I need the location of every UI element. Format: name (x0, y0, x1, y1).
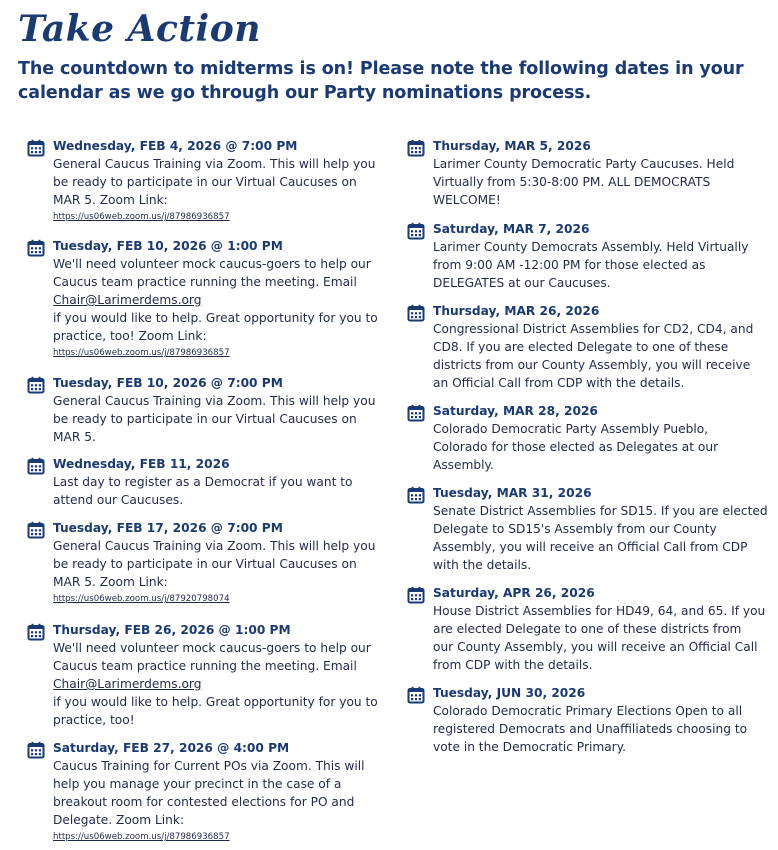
event-description-line: CD8. If you are elected Delegate to one of these (433, 340, 729, 354)
event-description-line: breakout room for contested elections for PO and (53, 795, 355, 809)
event-description-line: from 9:00 AM -12:00 PM for those elected as (433, 258, 706, 272)
calendar-icon (27, 741, 45, 759)
event-item (407, 302, 778, 392)
event-description-line: if you would like to help. Great opportunity for you to (53, 311, 378, 325)
event-description-line: Colorado for those elected as Delegates at our (433, 440, 719, 454)
event-description-line: Caucus Training for Current POs via Zoom. This will (53, 759, 365, 773)
calendar-icon (27, 457, 45, 475)
event-item (27, 374, 403, 446)
event-item (27, 455, 403, 509)
zoom-link[interactable]: https://us06web.zoom.us/j/87920798074 (53, 594, 230, 604)
event-description-line: MAR 5. Zoom Link: (53, 575, 168, 589)
event-description-line: registered Democrats and Unaffiliateds choosing to (433, 722, 748, 736)
event-description-line: Caucus team practice running the meeting. Email (53, 659, 357, 673)
event-description-line: MAR 5. (53, 430, 96, 444)
calendar-icon (407, 222, 425, 240)
calendar-icon (27, 521, 45, 539)
event-description-line: We'll need volunteer mock caucus-goers to help our (53, 257, 371, 271)
event-date: Saturday, FEB 27, 2026 @ 4:00 PM (53, 741, 290, 755)
event-description-line: be ready to participate in our Virtual Caucuses on (53, 175, 357, 189)
event-date: Tuesday, JUN 30, 2026 (433, 686, 586, 700)
zoom-link[interactable]: https://us06web.zoom.us/j/87986936857 (53, 832, 230, 842)
event-description-line: help you manage your precinct in the case of a (53, 777, 342, 791)
event-description-line: Colorado Democratic Primary Elections Open to all (433, 704, 743, 718)
zoom-link[interactable]: https://us06web.zoom.us/j/87986936857 (53, 348, 230, 358)
event-email-line (53, 291, 403, 309)
event-item (407, 220, 778, 292)
event-description-line: Larimer County Democratic Party Caucuses. Held (433, 157, 735, 171)
event-description-line: vote in the Democratic Primary. (433, 740, 627, 754)
page-subtitle: The countdown to midterms is on! Please note the following dates in your calendar as we go through our Party nominations process. (18, 59, 744, 103)
event-description-line: Assembly. (433, 458, 494, 472)
event-item (407, 137, 778, 209)
calendar-icon (407, 304, 425, 322)
event-description-line: be ready to participate in our Virtual Caucuses on (53, 557, 357, 571)
event-description-line: Larimer County Democrats Assembly. Held Virtually (433, 240, 749, 254)
calendar-icon (27, 376, 45, 394)
event-description-line: DELEGATES at our Caucuses. (433, 276, 611, 290)
calendar-icon (27, 623, 45, 641)
event-description-line: practice, too! (53, 713, 135, 727)
event-item (27, 621, 403, 729)
event-description-line: General Caucus Training via Zoom. This will help you (53, 539, 376, 553)
event-item (407, 684, 778, 756)
event-date: Wednesday, FEB 11, 2026 (53, 457, 230, 471)
event-description-line: WELCOME! (433, 193, 501, 207)
event-date: Wednesday, FEB 4, 2026 @ 7:00 PM (53, 139, 298, 153)
email-link[interactable]: Chair@Larimerdems.org (53, 677, 202, 691)
event-item (27, 237, 403, 360)
event-item (27, 739, 403, 844)
event-description-line: House District Assemblies for HD49, 64, and 65. If you (433, 604, 766, 618)
event-description-line: General Caucus Training via Zoom. This will help you (53, 157, 376, 171)
event-item (27, 137, 403, 224)
event-description-line: Assembly, you will receive an Official Call from CDP (433, 540, 748, 554)
event-description-line: Colorado Democratic Party Assembly Pueblo, (433, 422, 709, 436)
event-date: Thursday, FEB 26, 2026 @ 1:00 PM (53, 623, 291, 637)
event-item (407, 584, 778, 674)
event-description-line: Caucus team practice running the meeting. Email (53, 275, 357, 289)
page-title: Take Action (18, 8, 261, 50)
event-description-line: Last day to register as a Democrat if you want to (53, 475, 353, 489)
event-date: Saturday, MAR 28, 2026 (433, 404, 598, 418)
event-item (407, 484, 778, 574)
calendar-icon (407, 404, 425, 422)
calendar-icon (407, 139, 425, 157)
event-date: Thursday, MAR 5, 2026 (433, 139, 591, 153)
event-description-line: Congressional District Assemblies for CD2, CD4, and (433, 322, 754, 336)
event-date: Tuesday, MAR 31, 2026 (433, 486, 592, 500)
calendar-icon (407, 486, 425, 504)
event-description-line: our County Assembly, you will receive an Official Call (433, 640, 758, 654)
event-description-line: with the details. (433, 558, 532, 572)
event-description-line: We'll need volunteer mock caucus-goers to help our (53, 641, 371, 655)
calendar-icon (27, 239, 45, 257)
zoom-link[interactable]: https://us06web.zoom.us/j/87986936857 (53, 212, 230, 222)
event-date: Saturday, MAR 7, 2026 (433, 222, 590, 236)
email-link[interactable]: Chair@Larimerdems.org (53, 293, 202, 307)
event-description-line: are elected Delegate to one of these districts from (433, 622, 742, 636)
event-description-line: Delegate to SD15's Assembly from our County (433, 522, 717, 536)
event-description-line: Virtually from 5:30-8:00 PM. ALL DEMOCRATS (433, 175, 711, 189)
calendar-icon (407, 586, 425, 604)
event-description-line: practice, too! Zoom Link: (53, 329, 207, 343)
event-description-line: General Caucus Training via Zoom. This will help you (53, 394, 376, 408)
event-description-line: Senate District Assemblies for SD15. If you are elected (433, 504, 768, 518)
event-date: Tuesday, FEB 10, 2026 @ 7:00 PM (53, 376, 283, 390)
event-description-line: Delegate. Zoom Link: (53, 813, 185, 827)
event-date: Tuesday, FEB 10, 2026 @ 1:00 PM (53, 239, 283, 253)
event-description-line: from CDP with the details. (433, 658, 593, 672)
event-date: Thursday, MAR 26, 2026 (433, 304, 600, 318)
event-description-line: if you would like to help. Great opportunity for you to (53, 695, 378, 709)
event-description-line: attend our Caucuses. (53, 493, 184, 507)
event-date: Tuesday, FEB 17, 2026 @ 7:00 PM (53, 521, 283, 535)
event-item (407, 402, 778, 474)
event-email-line (53, 675, 403, 693)
calendar-icon (407, 686, 425, 704)
calendar-icon (27, 139, 45, 157)
event-item (27, 519, 403, 606)
event-date: Saturday, APR 26, 2026 (433, 586, 595, 600)
event-description-line: an Official Call from CDP with the details. (433, 376, 685, 390)
event-description-line: MAR 5. Zoom Link: (53, 193, 168, 207)
event-description-line: districts from our County Assembly, you will receive (433, 358, 751, 372)
event-description-line: be ready to participate in our Virtual Caucuses on (53, 412, 357, 426)
